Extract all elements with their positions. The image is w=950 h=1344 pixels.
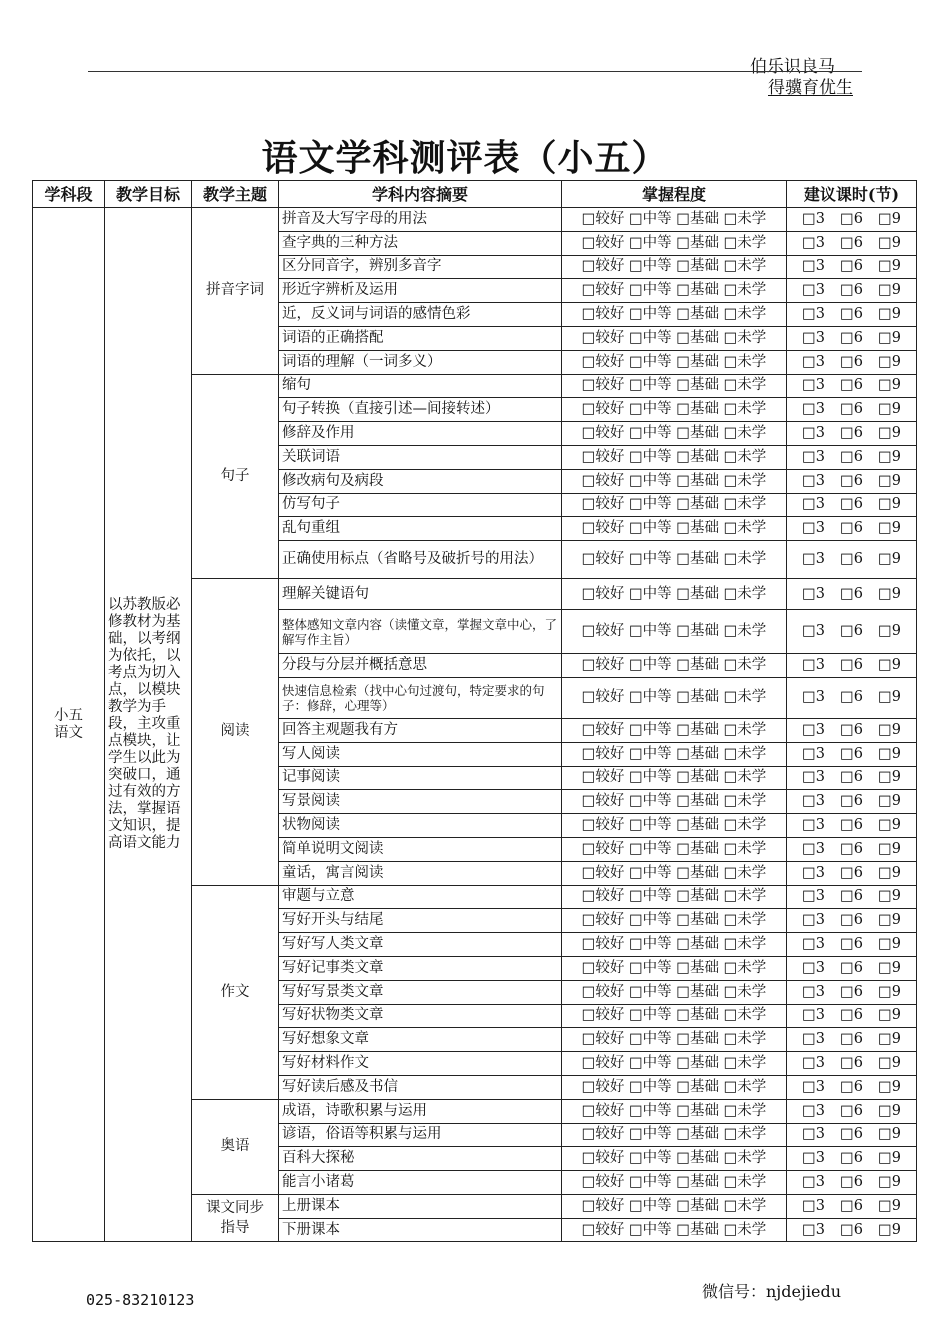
hour-option-2[interactable]: □9 bbox=[878, 689, 901, 706]
hour-options[interactable] bbox=[787, 579, 917, 610]
hour-option-2[interactable]: □9 bbox=[878, 623, 901, 640]
hour-option-2[interactable]: □9 bbox=[878, 1031, 901, 1048]
hour-option-0[interactable]: □3 bbox=[802, 210, 825, 227]
hour-option-1[interactable]: □6 bbox=[840, 1221, 863, 1238]
table-row bbox=[33, 208, 917, 232]
hour-options[interactable] bbox=[787, 814, 917, 838]
hour-options[interactable] bbox=[787, 742, 917, 766]
hour-option-2[interactable]: □9 bbox=[878, 657, 901, 674]
hour-option-2[interactable]: □9 bbox=[878, 1126, 901, 1143]
hour-option-0[interactable]: □3 bbox=[802, 520, 825, 537]
content-summary: 词语的理解（一词多义） bbox=[279, 350, 562, 374]
hour-option-0[interactable]: □3 bbox=[802, 306, 825, 323]
hour-option-1[interactable]: □6 bbox=[840, 1150, 863, 1167]
mastery-options[interactable]: □较好 □中等 □基础 □未学 bbox=[562, 885, 787, 909]
mastery-options[interactable]: □较好 □中等 □基础 □未学 bbox=[562, 956, 787, 980]
mastery-options[interactable]: □较好 □中等 □基础 □未学 bbox=[562, 1028, 787, 1052]
content-summary: 正确使用标点（省略号及破折号的用法） bbox=[279, 541, 562, 579]
col-header-goal: 教学目标 bbox=[105, 181, 192, 208]
content-summary: 理解关键语句 bbox=[279, 579, 562, 610]
col-header-hours: 建议课时(节) bbox=[787, 181, 917, 208]
hour-option-0[interactable]: □3 bbox=[802, 983, 825, 1000]
mastery-options[interactable]: □较好 □中等 □基础 □未学 bbox=[562, 517, 787, 541]
hour-option-0[interactable]: □3 bbox=[802, 745, 825, 762]
mastery-options[interactable]: □较好 □中等 □基础 □未学 bbox=[562, 1075, 787, 1099]
hour-options[interactable] bbox=[787, 303, 917, 327]
hour-option-0[interactable]: □3 bbox=[802, 1173, 825, 1190]
hour-option-0[interactable]: □3 bbox=[802, 551, 825, 568]
hour-option-2[interactable]: □9 bbox=[878, 912, 901, 929]
content-summary: 查字典的三种方法 bbox=[279, 231, 562, 255]
hour-options[interactable] bbox=[787, 1194, 917, 1218]
hour-option-0[interactable]: □3 bbox=[802, 585, 825, 602]
mastery-options[interactable]: □较好 □中等 □基础 □未学 bbox=[562, 790, 787, 814]
hour-options[interactable] bbox=[787, 231, 917, 255]
hour-option-0[interactable]: □3 bbox=[802, 1197, 825, 1214]
hour-option-2[interactable]: □9 bbox=[878, 258, 901, 275]
hour-option-2[interactable]: □9 bbox=[878, 721, 901, 738]
hour-option-0[interactable]: □3 bbox=[802, 689, 825, 706]
hour-options[interactable] bbox=[787, 398, 917, 422]
hour-option-1[interactable]: □6 bbox=[840, 1078, 863, 1095]
hour-option-1[interactable]: □6 bbox=[840, 864, 863, 881]
hour-option-1[interactable]: □6 bbox=[840, 210, 863, 227]
mastery-options[interactable]: □较好 □中等 □基础 □未学 bbox=[562, 909, 787, 933]
assessment-table bbox=[32, 180, 917, 1242]
hour-option-0[interactable]: □3 bbox=[802, 1078, 825, 1095]
hour-option-2[interactable]: □9 bbox=[878, 840, 901, 857]
hour-option-0[interactable]: □3 bbox=[802, 234, 825, 251]
hour-option-0[interactable]: □3 bbox=[802, 1126, 825, 1143]
hour-options[interactable] bbox=[787, 677, 917, 718]
hour-option-1[interactable]: □6 bbox=[840, 983, 863, 1000]
hour-option-0[interactable]: □3 bbox=[802, 1150, 825, 1167]
mastery-options[interactable]: □较好 □中等 □基础 □未学 bbox=[562, 303, 787, 327]
hour-option-1[interactable]: □6 bbox=[840, 936, 863, 953]
hour-options[interactable] bbox=[787, 790, 917, 814]
content-summary: 分段与分层并概括意思 bbox=[279, 654, 562, 678]
hour-option-1[interactable]: □6 bbox=[840, 721, 863, 738]
hour-options[interactable] bbox=[787, 956, 917, 980]
header-rule bbox=[88, 71, 862, 72]
hour-option-2[interactable]: □9 bbox=[878, 448, 901, 465]
mastery-options[interactable]: □较好 □中等 □基础 □未学 bbox=[562, 493, 787, 517]
hour-options[interactable] bbox=[787, 1028, 917, 1052]
hour-option-0[interactable]: □3 bbox=[802, 769, 825, 786]
mastery-options[interactable]: □较好 □中等 □基础 □未学 bbox=[562, 742, 787, 766]
content-summary: 能言小诸葛 bbox=[279, 1171, 562, 1195]
hour-option-2[interactable]: □9 bbox=[878, 864, 901, 881]
hour-option-1[interactable]: □6 bbox=[840, 353, 863, 370]
content-summary: 写好写景类文章 bbox=[279, 980, 562, 1004]
content-summary: 仿写句子 bbox=[279, 493, 562, 517]
header-slogan-1: 伯乐识良马 bbox=[750, 57, 835, 77]
content-summary: 回答主观题我有方 bbox=[279, 718, 562, 742]
hour-option-2[interactable]: □9 bbox=[878, 585, 901, 602]
mastery-options[interactable]: □较好 □中等 □基础 □未学 bbox=[562, 1194, 787, 1218]
mastery-options[interactable]: □较好 □中等 □基础 □未学 bbox=[562, 279, 787, 303]
hour-option-1[interactable]: □6 bbox=[840, 234, 863, 251]
hour-options[interactable] bbox=[787, 350, 917, 374]
table-body bbox=[33, 208, 917, 1242]
content-summary: 词语的正确搭配 bbox=[279, 326, 562, 350]
mastery-options[interactable]: □较好 □中等 □基础 □未学 bbox=[562, 579, 787, 610]
hour-option-2[interactable]: □9 bbox=[878, 1197, 901, 1214]
hour-options[interactable] bbox=[787, 469, 917, 493]
mastery-options[interactable]: □较好 □中等 □基础 □未学 bbox=[562, 469, 787, 493]
hour-option-1[interactable]: □6 bbox=[840, 472, 863, 489]
hour-option-2[interactable]: □9 bbox=[878, 936, 901, 953]
mastery-options[interactable]: □较好 □中等 □基础 □未学 bbox=[562, 445, 787, 469]
mastery-options[interactable]: □较好 □中等 □基础 □未学 bbox=[562, 1099, 787, 1123]
mastery-options[interactable]: □较好 □中等 □基础 □未学 bbox=[562, 1147, 787, 1171]
mastery-options[interactable]: □较好 □中等 □基础 □未学 bbox=[562, 350, 787, 374]
hour-option-1[interactable]: □6 bbox=[840, 745, 863, 762]
hour-option-2[interactable]: □9 bbox=[878, 1221, 901, 1238]
hour-option-1[interactable]: □6 bbox=[840, 959, 863, 976]
hour-option-1[interactable]: □6 bbox=[840, 425, 863, 442]
content-summary: 下册课本 bbox=[279, 1218, 562, 1242]
content-summary: 修改病句及病段 bbox=[279, 469, 562, 493]
hour-options[interactable] bbox=[787, 517, 917, 541]
hour-option-2[interactable]: □9 bbox=[878, 306, 901, 323]
hour-option-0[interactable]: □3 bbox=[802, 936, 825, 953]
hour-options[interactable] bbox=[787, 980, 917, 1004]
hour-options[interactable] bbox=[787, 1004, 917, 1028]
content-summary: 整体感知文章内容（读懂文章，掌握文章中心，了解写作主旨） bbox=[279, 610, 562, 654]
hour-option-1[interactable]: □6 bbox=[840, 623, 863, 640]
hour-option-1[interactable]: □6 bbox=[840, 657, 863, 674]
hour-option-2[interactable]: □9 bbox=[878, 472, 901, 489]
mastery-options[interactable]: □较好 □中等 □基础 □未学 bbox=[562, 766, 787, 790]
hour-option-1[interactable]: □6 bbox=[840, 551, 863, 568]
hour-option-2[interactable]: □9 bbox=[878, 401, 901, 418]
mastery-options[interactable]: □较好 □中等 □基础 □未学 bbox=[562, 1123, 787, 1147]
content-summary: 记事阅读 bbox=[279, 766, 562, 790]
mastery-options[interactable]: □较好 □中等 □基础 □未学 bbox=[562, 422, 787, 446]
content-summary: 写好读后感及书信 bbox=[279, 1075, 562, 1099]
hour-option-1[interactable]: □6 bbox=[840, 258, 863, 275]
hour-option-2[interactable]: □9 bbox=[878, 1007, 901, 1024]
mastery-options[interactable]: □较好 □中等 □基础 □未学 bbox=[562, 837, 787, 861]
hour-options[interactable] bbox=[787, 422, 917, 446]
content-summary: 百科大探秘 bbox=[279, 1147, 562, 1171]
hour-options[interactable] bbox=[787, 208, 917, 232]
hour-option-0[interactable]: □3 bbox=[802, 1221, 825, 1238]
topic-cell: 阅读 bbox=[192, 579, 279, 885]
hour-option-1[interactable]: □6 bbox=[840, 585, 863, 602]
hour-options[interactable] bbox=[787, 718, 917, 742]
topic-cell: 奥语 bbox=[192, 1099, 279, 1194]
mastery-options[interactable]: □较好 □中等 □基础 □未学 bbox=[562, 654, 787, 678]
hour-option-1[interactable]: □6 bbox=[840, 888, 863, 905]
hour-option-1[interactable]: □6 bbox=[840, 282, 863, 299]
mastery-options[interactable]: □较好 □中等 □基础 □未学 bbox=[562, 1052, 787, 1076]
hour-option-0[interactable]: □3 bbox=[802, 840, 825, 857]
col-header-stage: 学科段 bbox=[33, 181, 105, 208]
hour-option-0[interactable]: □3 bbox=[802, 1007, 825, 1024]
page-title: 语文学科测评表（小五） bbox=[261, 137, 669, 179]
hour-option-1[interactable]: □6 bbox=[840, 1102, 863, 1119]
hour-option-0[interactable]: □3 bbox=[802, 377, 825, 394]
hour-option-2[interactable]: □9 bbox=[878, 817, 901, 834]
hour-options[interactable] bbox=[787, 654, 917, 678]
hour-options[interactable] bbox=[787, 861, 917, 885]
hour-option-0[interactable]: □3 bbox=[802, 282, 825, 299]
hour-option-1[interactable]: □6 bbox=[840, 496, 863, 513]
topic-cell: 作文 bbox=[192, 885, 279, 1099]
mastery-options[interactable]: □较好 □中等 □基础 □未学 bbox=[562, 1004, 787, 1028]
hour-option-1[interactable]: □6 bbox=[840, 1173, 863, 1190]
content-summary: 写好想象文章 bbox=[279, 1028, 562, 1052]
hour-option-1[interactable]: □6 bbox=[840, 769, 863, 786]
content-summary: 成语，诗歌积累与运用 bbox=[279, 1099, 562, 1123]
content-summary: 区分同音字，辨别多音字 bbox=[279, 255, 562, 279]
hour-option-2[interactable]: □9 bbox=[878, 769, 901, 786]
hour-option-1[interactable]: □6 bbox=[840, 793, 863, 810]
hour-option-0[interactable]: □3 bbox=[802, 353, 825, 370]
hour-option-1[interactable]: □6 bbox=[840, 689, 863, 706]
content-summary: 拼音及大写字母的用法 bbox=[279, 208, 562, 232]
hour-option-2[interactable]: □9 bbox=[878, 745, 901, 762]
hour-options[interactable] bbox=[787, 1147, 917, 1171]
content-summary: 审题与立意 bbox=[279, 885, 562, 909]
hour-options[interactable] bbox=[787, 541, 917, 579]
hour-option-1[interactable]: □6 bbox=[840, 840, 863, 857]
hour-options[interactable] bbox=[787, 255, 917, 279]
hour-option-0[interactable]: □3 bbox=[802, 793, 825, 810]
hour-option-1[interactable]: □6 bbox=[840, 1007, 863, 1024]
hour-option-2[interactable]: □9 bbox=[878, 1055, 901, 1071]
hour-option-2[interactable]: □9 bbox=[878, 1078, 901, 1095]
hour-option-2[interactable]: □9 bbox=[878, 1150, 901, 1167]
hour-option-1[interactable]: □6 bbox=[840, 817, 863, 834]
hour-option-0[interactable]: □3 bbox=[802, 817, 825, 834]
hour-option-0[interactable]: □3 bbox=[802, 721, 825, 738]
topic-cell: 句子 bbox=[192, 374, 279, 579]
hour-options[interactable] bbox=[787, 1218, 917, 1242]
hour-option-1[interactable]: □6 bbox=[840, 306, 863, 323]
hour-option-2[interactable]: □9 bbox=[878, 282, 901, 299]
hour-option-0[interactable]: □3 bbox=[802, 401, 825, 418]
col-header-summary: 学科内容摘要 bbox=[279, 181, 562, 208]
content-summary: 写好写人类文章 bbox=[279, 933, 562, 957]
hour-options[interactable] bbox=[787, 445, 917, 469]
hour-option-2[interactable]: □9 bbox=[878, 234, 901, 251]
hour-option-1[interactable]: □6 bbox=[840, 448, 863, 465]
hour-option-2[interactable]: □9 bbox=[878, 793, 901, 810]
hour-option-0[interactable]: □3 bbox=[802, 448, 825, 465]
hour-option-0[interactable]: □3 bbox=[802, 425, 825, 442]
hour-option-0[interactable]: □3 bbox=[802, 864, 825, 881]
mastery-options[interactable]: □较好 □中等 □基础 □未学 bbox=[562, 326, 787, 350]
content-summary: 乱句重组 bbox=[279, 517, 562, 541]
content-summary: 缩句 bbox=[279, 374, 562, 398]
mastery-options[interactable]: □较好 □中等 □基础 □未学 bbox=[562, 933, 787, 957]
mastery-options[interactable]: □较好 □中等 □基础 □未学 bbox=[562, 374, 787, 398]
mastery-options[interactable]: □较好 □中等 □基础 □未学 bbox=[562, 1218, 787, 1242]
stage-cell: 小五 语文 bbox=[33, 208, 105, 1242]
content-summary: 简单说明文阅读 bbox=[279, 837, 562, 861]
hour-option-2[interactable]: □9 bbox=[878, 377, 901, 394]
hour-options[interactable] bbox=[787, 610, 917, 654]
header-slogan-2: 得骥育优生 bbox=[768, 78, 853, 98]
hour-options[interactable] bbox=[787, 493, 917, 517]
hour-option-0[interactable]: □3 bbox=[802, 472, 825, 489]
mastery-options[interactable]: □较好 □中等 □基础 □未学 bbox=[562, 541, 787, 579]
hour-option-2[interactable]: □9 bbox=[878, 983, 901, 1000]
hour-option-0[interactable]: □3 bbox=[802, 959, 825, 976]
hour-option-2[interactable]: □9 bbox=[878, 520, 901, 537]
mastery-options[interactable]: □较好 □中等 □基础 □未学 bbox=[562, 980, 787, 1004]
hour-options[interactable] bbox=[787, 909, 917, 933]
mastery-options[interactable]: □较好 □中等 □基础 □未学 bbox=[562, 610, 787, 654]
mastery-options[interactable]: □较好 □中等 □基础 □未学 bbox=[562, 718, 787, 742]
hour-options[interactable] bbox=[787, 885, 917, 909]
hour-option-2[interactable]: □9 bbox=[878, 425, 901, 442]
table-header-row bbox=[33, 181, 917, 208]
hour-option-2[interactable]: □9 bbox=[878, 1102, 901, 1119]
hour-options[interactable] bbox=[787, 1123, 917, 1147]
footer-phone: 025-83210123 bbox=[86, 1291, 195, 1309]
col-header-mastery: 掌握程度 bbox=[562, 181, 787, 208]
hour-option-0[interactable]: □3 bbox=[802, 1102, 825, 1119]
goal-cell: 以苏教版必修教材为基础，以考纲为依托，以考点为切入点，以模块教学为手段，主攻重点模块，让学生以此为突破口，通过有效的方法，掌握语文知识，提高语文能力 bbox=[105, 208, 192, 1242]
hour-option-1[interactable]: □6 bbox=[840, 1126, 863, 1143]
content-summary: 句子转换（直接引述—间接转述） bbox=[279, 398, 562, 422]
hour-option-0[interactable]: □3 bbox=[802, 1031, 825, 1048]
hour-options[interactable] bbox=[787, 837, 917, 861]
mastery-options[interactable]: □较好 □中等 □基础 □未学 bbox=[562, 814, 787, 838]
content-summary: 形近字辨析及运用 bbox=[279, 279, 562, 303]
hour-option-1[interactable]: □6 bbox=[840, 1197, 863, 1214]
hour-option-2[interactable]: □9 bbox=[878, 959, 901, 976]
content-summary: 上册课本 bbox=[279, 1194, 562, 1218]
content-summary: 写人阅读 bbox=[279, 742, 562, 766]
hour-option-0[interactable]: □3 bbox=[802, 258, 825, 275]
hour-option-0[interactable]: □3 bbox=[802, 1055, 825, 1071]
hour-option-2[interactable]: □9 bbox=[878, 551, 901, 568]
mastery-options[interactable]: □较好 □中等 □基础 □未学 bbox=[562, 231, 787, 255]
footer-wechat: 微信号：njdejiedu bbox=[702, 1282, 842, 1301]
content-summary: 关联词语 bbox=[279, 445, 562, 469]
topic-cell: 课文同步指导 bbox=[192, 1194, 279, 1242]
hour-option-0[interactable]: □3 bbox=[802, 657, 825, 674]
hour-options[interactable] bbox=[787, 766, 917, 790]
mastery-options[interactable]: □较好 □中等 □基础 □未学 bbox=[562, 398, 787, 422]
mastery-options[interactable]: □较好 □中等 □基础 □未学 bbox=[562, 861, 787, 885]
content-summary: 童话，寓言阅读 bbox=[279, 861, 562, 885]
hour-option-1[interactable]: □6 bbox=[840, 377, 863, 394]
hour-option-2[interactable]: □9 bbox=[878, 353, 901, 370]
hour-option-0[interactable]: □3 bbox=[802, 888, 825, 905]
hour-options[interactable] bbox=[787, 279, 917, 303]
content-summary: 快速信息检索（找中心句过渡句，特定要求的句子：修辞，心理等） bbox=[279, 677, 562, 718]
mastery-options[interactable]: □较好 □中等 □基础 □未学 bbox=[562, 255, 787, 279]
hour-option-0[interactable]: □3 bbox=[802, 496, 825, 513]
content-summary: 写好材料作文 bbox=[279, 1052, 562, 1076]
content-summary: 写好开头与结尾 bbox=[279, 909, 562, 933]
hour-option-2[interactable]: □9 bbox=[878, 496, 901, 513]
hour-option-1[interactable]: □6 bbox=[840, 520, 863, 537]
hour-options[interactable] bbox=[787, 1171, 917, 1195]
hour-options[interactable] bbox=[787, 1075, 917, 1099]
hour-options[interactable] bbox=[787, 1052, 917, 1076]
content-summary: 修辞及作用 bbox=[279, 422, 562, 446]
hour-option-0[interactable]: □3 bbox=[802, 912, 825, 929]
hour-option-1[interactable]: □6 bbox=[840, 1031, 863, 1048]
mastery-options[interactable]: □较好 □中等 □基础 □未学 bbox=[562, 677, 787, 718]
hour-option-0[interactable]: □3 bbox=[802, 623, 825, 640]
hour-option-2[interactable]: □9 bbox=[878, 1173, 901, 1190]
mastery-options[interactable]: □较好 □中等 □基础 □未学 bbox=[562, 208, 787, 232]
content-summary: 写好状物类文章 bbox=[279, 1004, 562, 1028]
hour-option-1[interactable]: □6 bbox=[840, 912, 863, 929]
hour-options[interactable] bbox=[787, 326, 917, 350]
hour-option-0[interactable]: □3 bbox=[802, 329, 825, 346]
hour-options[interactable] bbox=[787, 1099, 917, 1123]
hour-option-1[interactable]: □6 bbox=[840, 401, 863, 418]
topic-cell: 拼音字词 bbox=[192, 208, 279, 375]
hour-options[interactable] bbox=[787, 933, 917, 957]
hour-option-1[interactable]: □6 bbox=[840, 1055, 863, 1071]
content-summary: 写好记事类文章 bbox=[279, 956, 562, 980]
col-header-topic: 教学主题 bbox=[192, 181, 279, 208]
mastery-options[interactable]: □较好 □中等 □基础 □未学 bbox=[562, 1171, 787, 1195]
hour-options[interactable] bbox=[787, 374, 917, 398]
hour-option-1[interactable]: □6 bbox=[840, 329, 863, 346]
content-summary: 状物阅读 bbox=[279, 814, 562, 838]
hour-option-2[interactable]: □9 bbox=[878, 329, 901, 346]
hour-option-2[interactable]: □9 bbox=[878, 888, 901, 905]
content-summary: 写景阅读 bbox=[279, 790, 562, 814]
hour-option-2[interactable]: □9 bbox=[878, 210, 901, 227]
content-summary: 近，反义词与词语的感情色彩 bbox=[279, 303, 562, 327]
content-summary: 谚语，俗语等积累与运用 bbox=[279, 1123, 562, 1147]
